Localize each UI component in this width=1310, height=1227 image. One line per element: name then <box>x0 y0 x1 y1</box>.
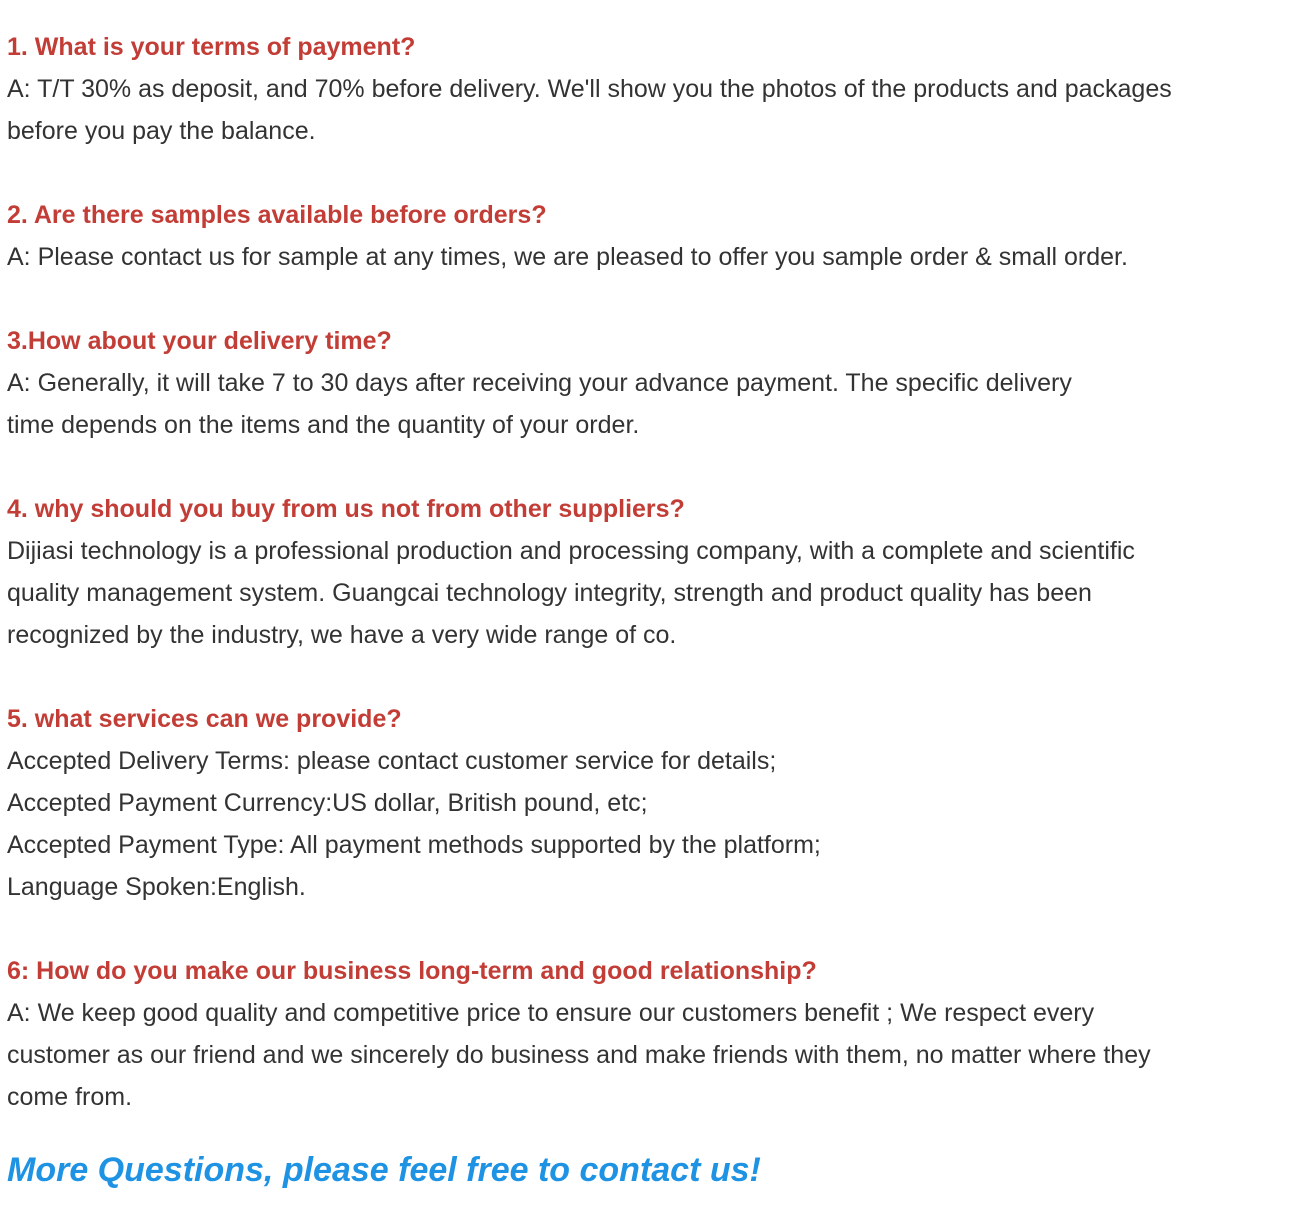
faq-question-2: 2. Are there samples available before orders? <box>7 201 547 229</box>
faq-answer-line: customer as our friend and we sincerely do business and make friends with them, no matter where they <box>7 1041 1151 1069</box>
faq-question-5: 5. what services can we provide? <box>7 705 402 733</box>
faq-answer-line: recognized by the industry, we have a very wide range of co. <box>7 621 677 649</box>
faq-answer-line: Language Spoken:English. <box>7 873 306 901</box>
faq-item-2 <box>7 194 1302 278</box>
faq-item-6 <box>7 950 1302 1118</box>
faq-answer-line: Accepted Payment Currency:US dollar, British pound, etc; <box>7 789 648 817</box>
faq-answer-line: come from. <box>7 1083 133 1111</box>
faq-question-4: 4. why should you buy from us not from other suppliers? <box>7 495 685 523</box>
faq-item-1 <box>7 26 1302 152</box>
faq-answer-1 <box>7 68 1302 152</box>
faq-answer-line: A: Please contact us for sample at any times, we are pleased to offer you sample order & small order. <box>7 243 1128 271</box>
faq-answer-5 <box>7 740 1302 908</box>
faq-answer-line: before you pay the balance. <box>7 117 316 145</box>
faq-answer-line: time depends on the items and the quantity of your order. <box>7 411 640 439</box>
faq-answer-line: A: T/T 30% as deposit, and 70% before delivery. We'll show you the photos of the products and packages <box>7 75 1172 103</box>
faq-answer-2 <box>7 236 1302 278</box>
faq-answer-line: Dijiasi technology is a professional production and processing company, with a complete and scientific <box>7 537 1135 565</box>
faq-answer-6 <box>7 992 1302 1118</box>
faq-question-3: 3.How about your delivery time? <box>7 327 392 355</box>
faq-answer-line: Accepted Delivery Terms: please contact customer service for details; <box>7 747 777 775</box>
faq-item-5 <box>7 698 1302 908</box>
faq-answer-line: quality management system. Guangcai technology integrity, strength and product quality has been <box>7 579 1092 607</box>
faq-answer-line: Accepted Payment Type: All payment methods supported by the platform; <box>7 831 821 859</box>
faq-answer-line: A: We keep good quality and competitive price to ensure our customers benefit ; We respect every <box>7 999 1095 1027</box>
faq-answer-4 <box>7 530 1302 656</box>
faq-item-4 <box>7 488 1302 656</box>
faq-answer-3 <box>7 362 1302 446</box>
faq-question-6: 6: How do you make our business long-term and good relationship? <box>7 957 817 985</box>
faq-answer-line: A: Generally, it will take 7 to 30 days after receiving your advance payment. The specific delivery <box>7 369 1072 397</box>
faq-question-1: 1. What is your terms of payment? <box>7 33 416 61</box>
contact-us-cta: More Questions, please feel free to contact us! <box>7 1151 761 1189</box>
faq-item-3 <box>7 320 1302 446</box>
